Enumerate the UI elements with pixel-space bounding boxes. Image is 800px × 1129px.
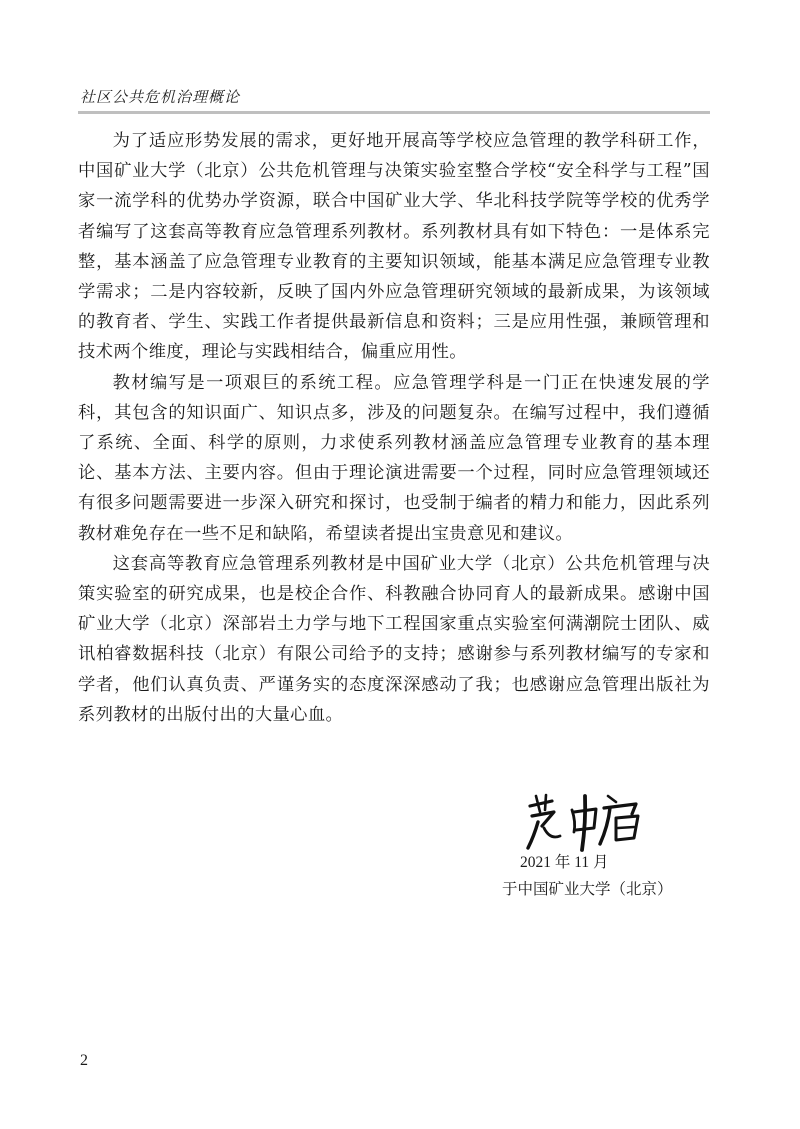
signoff-date: 2021 年 11 月	[520, 854, 609, 871]
paragraph-3: 这套高等教育应急管理系列教材是中国矿业大学（北京）公共危机管理与决策实验室的研究成果，也是校企合作、科教融合协同育人的最新成果。感谢中国矿业大学（北京）深部岩土力学与地下工程国家重点实验室何满潮院士团队、威讯柏睿数据科技（北京）有限公司给予的支持；感谢参与系列教材编写的专家和学者，他们认真负责、严谨务实的态度深深感动了我；也感谢应急管理出版社为系列教材的出版付出的大量心血。	[78, 553, 710, 725]
preface-body	[78, 126, 710, 730]
header-rule	[78, 111, 710, 114]
page-number: 2	[80, 1052, 88, 1069]
paragraph-1: 为了适应形势发展的需求，更好地开展高等学校应急管理的教学科研工作，中国矿业大学（北京）公共危机管理与决策实验室整合学校“安全科学与工程”国家一流学科的优势办学资源，联合中国矿业大学、华北科技学院等学校的优秀学者编写了这套高等教育应急管理系列教材。系列教材具有如下特色：一是体系完整，基本涵盖了应急管理专业教育的主要知识领域，能基本满足应急管理专业教学需求；二是内容较新，反映了国内外应急管理研究领域的最新成果，为该领域的教育者、学生、实践工作者提供最新信息和资料；三是应用性强，兼顾管理和技术两个维度，理论与实践相结合，偏重应用性。	[78, 131, 710, 363]
signoff-place: 于中国矿业大学（北京）	[502, 881, 673, 898]
running-header-title: 社区公共危机治理概论	[80, 88, 241, 106]
handwritten-signature	[524, 792, 652, 854]
paragraph-2: 教材编写是一项艰巨的系统工程。应急管理学科是一门正在快速发展的学科，其包含的知识面广、知识点多，涉及的问题复杂。在编写过程中，我们遵循了系统、全面、科学的原则，力求使系列教材涵盖应急管理专业教育的基本理论、基本方法、主要内容。但由于理论演进需要一个过程，同时应急管理领域还有很多问题需要进一步深入研究和探讨，也受制于编者的精力和能力，因此系列教材难免存在一些不足和缺陷，希望读者提出宝贵意见和建议。	[78, 372, 710, 544]
